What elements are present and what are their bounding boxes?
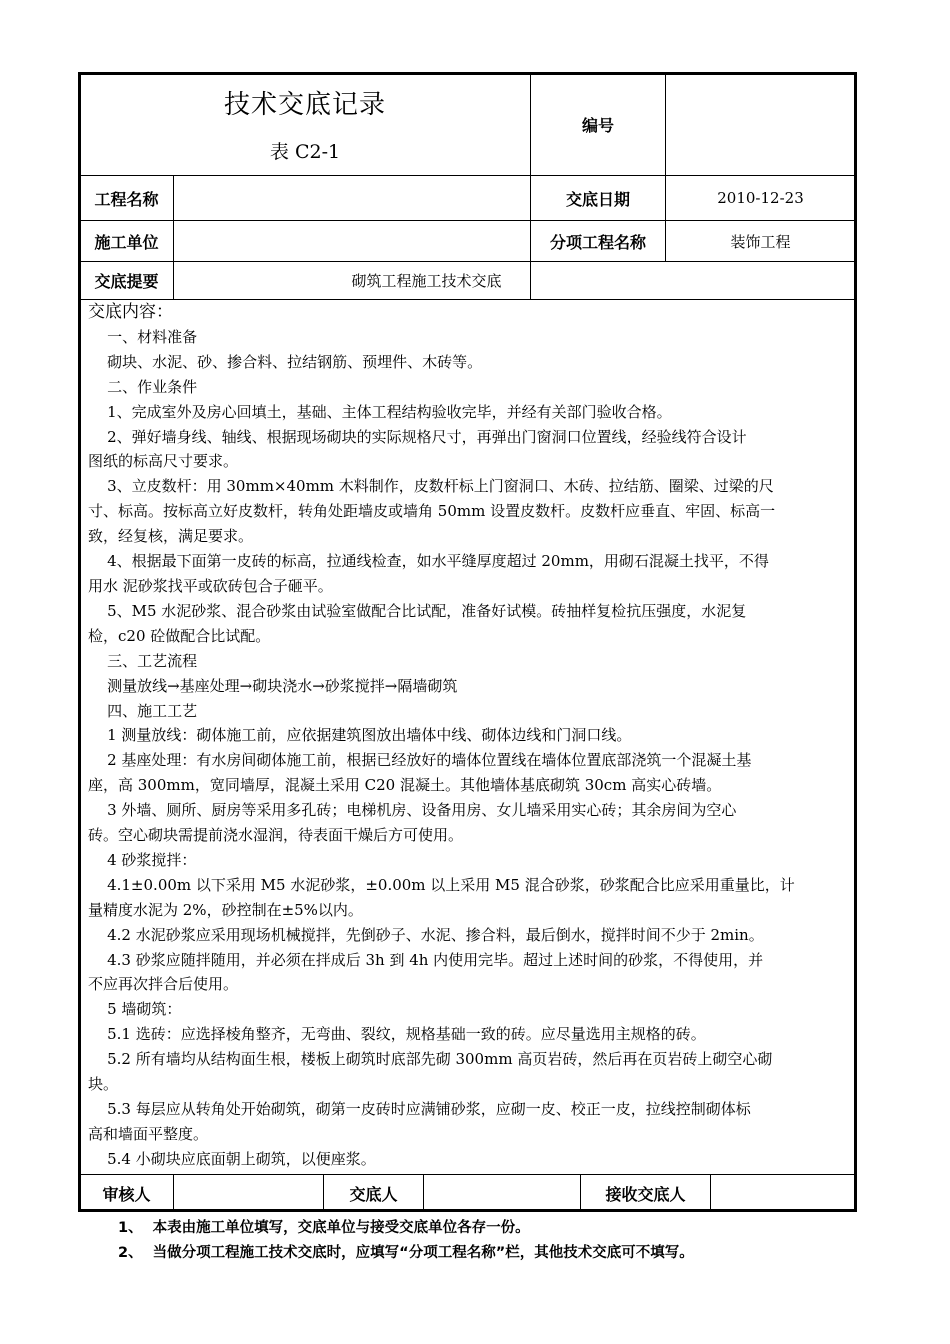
content-line: 三、工艺流程	[88, 651, 198, 670]
contractor-value	[174, 221, 530, 261]
content-line: 不应再次拌合后使用。	[88, 975, 239, 994]
content-line: 2 基座处理：有水房间砌体施工前，根据已经放好的墙体位置线在墙体位置底部浇筑一个混凝土基	[88, 751, 752, 770]
content-line: 5 墙砌筑：	[88, 1000, 182, 1019]
content-line: 块。	[88, 1075, 119, 1094]
footnote: 2、 当做分项工程施工技术交底时，应填写“分项工程名称”栏，其他技术交底可不填写。	[118, 1245, 694, 1261]
content-line: 寸、标高。按标高立好皮数杆，转角处距墙皮或墙角 50mm 设置皮数杆。皮数杆应垂直、牢固、标高一	[88, 502, 776, 521]
content-line: 1 测量放线：砌体施工前，应依据建筑图放出墙体中线、砌体边线和门洞口线。	[88, 726, 632, 745]
form-title: 技术交底记录	[223, 89, 386, 120]
content-line: 致，经复核，满足要求。	[88, 527, 254, 546]
summary-value: 砌筑工程施工技术交底	[351, 272, 502, 290]
date-label: 交底日期	[565, 189, 630, 209]
content-line: 砌块、水泥、砂、掺合料、拉结钢筋、预埋件、木砖等。	[88, 352, 483, 371]
form-number: 表 C2-1	[269, 140, 341, 163]
content-line: 4.3 砂浆应随拌随用，并必须在拌成后 3h 到 4h 内使用完毕。超过上述时间的砂浆，不得使用，并	[88, 950, 764, 969]
content-line: 3 外墙、厕所、厨房等采用多孔砖；电梯机房、设备用房、女儿墙采用实心砖；其余房间为空心	[88, 801, 737, 820]
date-value: 2010-12-23	[717, 189, 804, 207]
content-heading: 交底内容：	[88, 302, 173, 322]
content-line: 砖。空心砌块需提前浇水湿润，待表面干燥后方可使用。	[88, 826, 464, 845]
content-line: 图纸的标高尺寸要求。	[88, 452, 239, 471]
content-line: 四、施工工艺	[88, 701, 198, 720]
content-line: 5.3 每层应从转角处开始砌筑，砌第一皮砖时应满铺砂浆，应砌一皮、校正一皮，拉线控制砌体标	[88, 1100, 751, 1118]
contractor-label: 施工单位	[94, 232, 159, 252]
content-line: 1、完成室外及房心回填土，基础、主体工程结构验收完毕，并经有关部门验收合格。	[88, 402, 672, 421]
content-line: 测量放线→基座处理→砌块浇水→砂浆搅拌→隔墙砌筑	[88, 676, 458, 695]
content-line: 一、材料准备	[88, 327, 198, 346]
content-line: 4.2 水泥砂浆应采用现场机械搅拌，先倒砂子、水泥、掺合料，最后倒水，搅拌时间不少于 2min。	[88, 925, 764, 944]
content-line: 用水 泥砂浆找平或砍砖包合子砸平。	[88, 576, 333, 595]
content-line: 4、根据最下面第一皮砖的标高，拉通线检查，如水平缝厚度超过 20mm，用砌石混凝土找平，不得	[88, 552, 769, 571]
subproject-value: 装饰工程	[730, 232, 791, 251]
content-line: 检，c20 砼做配合比试配。	[88, 626, 271, 645]
project-name-value	[174, 176, 530, 220]
content-line: 5.2 所有墙均从结构面生根，楼板上砌筑时底部先砌 300mm 高页岩砖，然后再在页岩砖上砌空心砌	[88, 1050, 773, 1069]
receiver-label: 接收交底人	[605, 1184, 686, 1204]
footnote: 1、 本表由施工单位填写，交底单位与接受交底单位各存一份。	[118, 1220, 530, 1236]
reviewer-value	[174, 1175, 323, 1211]
content-line: 高和墙面平整度。	[88, 1124, 209, 1143]
discloser-value	[424, 1175, 580, 1211]
project-name-label: 工程名称	[94, 189, 159, 209]
content-line: 3、立皮数杆：用 30mm×40mm 木料制作，皮数杆标上门窗洞口、木砖、拉结筋、圈梁、过梁的尺	[88, 477, 774, 496]
content-line: 二、作业条件	[88, 377, 198, 396]
summary-label: 交底提要	[94, 272, 159, 291]
content-line: 2、弹好墙身线、轴线、根据现场砌块的实际规格尺寸，再弹出门窗洞口位置线，经验线符合设计	[88, 427, 747, 446]
content-line: 5.1 选砖：应选择棱角整齐，无弯曲、裂纹，规格基础一致的砖。应尽量选用主规格的砖。	[88, 1025, 706, 1044]
disclosure-content	[88, 300, 840, 1172]
reviewer-label: 审核人	[102, 1184, 151, 1204]
content-line: 4 砂浆搅拌：	[88, 850, 197, 869]
number-label: 编号	[581, 116, 614, 135]
content-line: 5.4 小砌块应底面朝上砌筑，以便座浆。	[88, 1149, 376, 1168]
subproject-label: 分项工程名称	[549, 232, 646, 252]
content-line: 5、M5 水泥砂浆、混合砂浆由试验室做配合比试配，准备好试模。砖抽样复检抗压强度，水泥复	[88, 601, 747, 620]
content-line: 4.1±0.00m 以下采用 M5 水泥砂浆，±0.00m 以上采用 M5 混合砂浆，砂浆配合比应采用重量比，计	[88, 875, 795, 894]
number-value	[666, 74, 855, 175]
discloser-label: 交底人	[349, 1184, 398, 1204]
content-line: 量精度水泥为 2%，砂控制在±5%以内。	[88, 900, 363, 919]
content-line: 座，高 300mm，宽同墙厚，混凝土采用 C20 混凝土。其他墙体基底砌筑 30cm 高实心砖墙。	[88, 776, 722, 795]
receiver-value	[711, 1175, 855, 1211]
